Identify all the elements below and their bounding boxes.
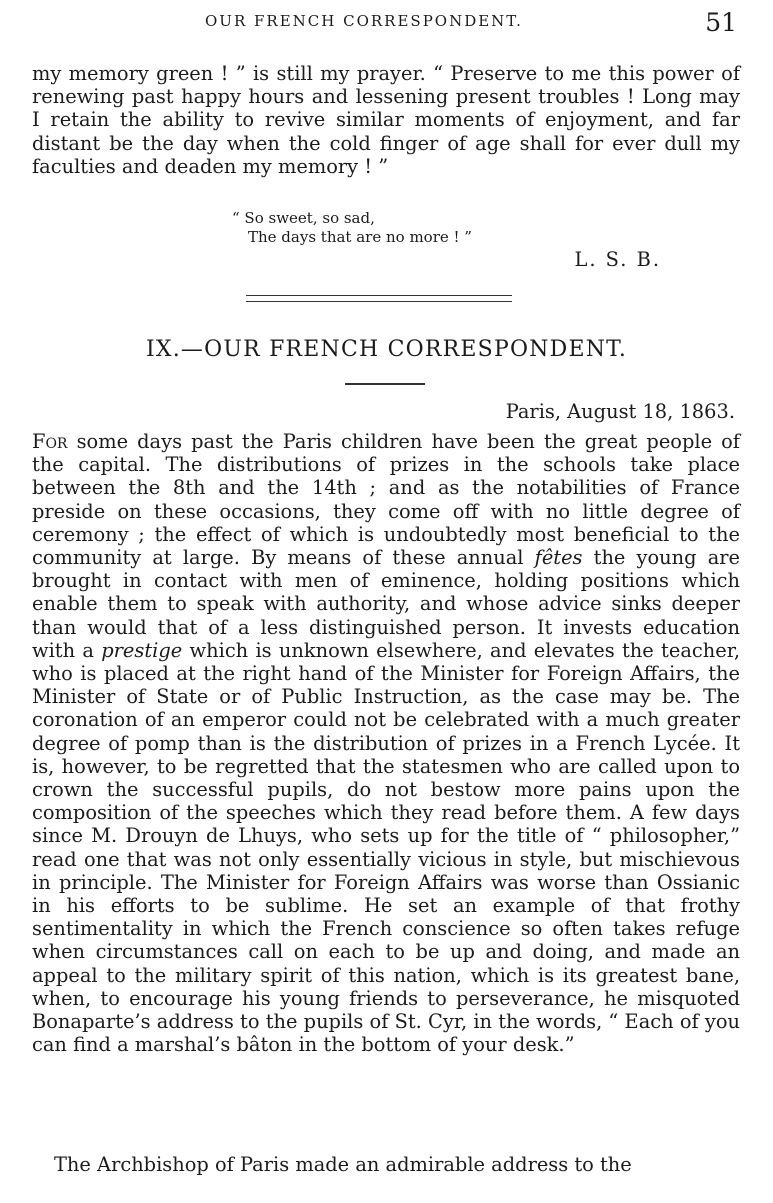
author-signature: L. S. B. (574, 248, 661, 271)
closing-paragraph-text: my memory green ! ” is still my prayer. “ Preserve to me this power of renewing past happy hours and lessening present troubles ! Long may I retain the ability to revive similar moments of enjoyment, and far distant be the day when the cold finger of age shall for ever dull my faculties and deaden my memory ! ” (32, 62, 740, 178)
closing-paragraph (32, 62, 740, 178)
article-paragraph-1 (32, 430, 740, 1056)
paragraph-segment-1: some days past the Paris children have been the great people of the capital. The distributions of prizes in the schools take place between the 8th and the 14th ; and as the notabilities of France preside on these occasions, they come off with no little degree of ceremony ; the effect of which is undoubtedly most beneficial to the community at large. By means of these annual (32, 430, 740, 570)
verse-quotation (232, 209, 472, 247)
paragraph-segment-2: the young are brought in contact with men of eminence, holding positions which enable them to speak with authority, and whose advice sinks deeper than would that of a less distinguished person. It invests education with a (32, 546, 740, 662)
page-number: 51 (705, 8, 737, 37)
verse-line-2: The days that are no more ! ” (248, 228, 472, 246)
running-title: OUR FRENCH CORRESPONDENT. (205, 12, 523, 30)
article-heading: IX.—OUR FRENCH CORRESPONDENT. (145, 337, 628, 362)
running-head (0, 8, 773, 38)
section-divider-double-rule (246, 295, 512, 302)
article-paragraph-2-text: The Archbishop of Paris made an admirable address to the (54, 1153, 632, 1176)
verse-line-1: “ So sweet, so sad, (232, 209, 375, 227)
paragraph-segment-3: which is unknown elsewhere, and elevates the teacher, who is placed at the right hand of the Minister for Foreign Affairs, the Minister of State or of Public Instruction, as the case may be. The coronation of an emperor could not be celebrated with a much greater degree of pomp than is the distribution of prizes in a French Lycée. It is, however, to be regretted that the statesmen who are called upon to crown the successful pupils, do not bestow more pains upon the composition of the speeches which they read before them. A few days since M. Drouyn de Lhuys, who sets up for the title of “ philosopher,” read one that was not only essentially vicious in style, but mischievous in principle. The Minister for Foreign Affairs was worse than Ossianic in his efforts to be sublime. He set an example of that frothy sentimentality in which the French conscience so often takes refuge when circumstances call on each to be up and doing, and made an appeal to the military spirit of this nation, which is its greatest bane, when, to encourage his young friends to perseverance, he misquoted Bonaparte’s address to the pupils of St. Cyr, in the words, “ Each of you can find a marshal’s bâton in the bottom of your desk.” (32, 638, 740, 1057)
heading-underline-rule (345, 383, 425, 385)
article-paragraph-1-text (32, 430, 740, 1056)
article-paragraph-2 (32, 1153, 740, 1176)
article-dateline: Paris, August 18, 1863. (505, 400, 735, 423)
opening-word: For (32, 430, 68, 453)
italic-fetes: fêtes (534, 546, 583, 570)
italic-prestige: prestige (101, 638, 183, 662)
